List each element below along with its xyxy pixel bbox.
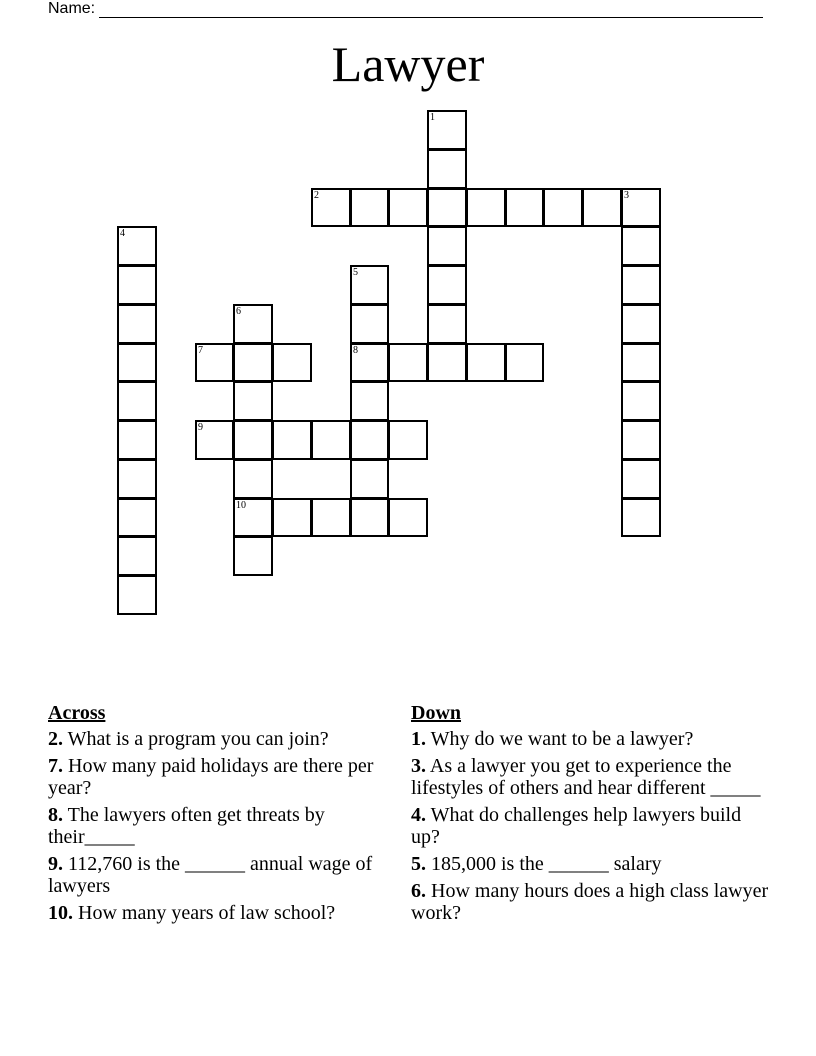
grid-cell[interactable] — [621, 498, 661, 537]
clue-down-4: 4. What do challenges help lawyers build up? — [411, 804, 742, 848]
grid-cell[interactable] — [117, 420, 157, 460]
grid-cell[interactable] — [621, 420, 661, 460]
clue-number: 10 — [236, 500, 246, 511]
grid-cell[interactable] — [195, 420, 234, 460]
across-heading: Across — [48, 702, 106, 724]
grid-cell[interactable] — [621, 226, 661, 266]
grid-cell[interactable] — [311, 498, 351, 537]
grid-cell[interactable] — [311, 188, 351, 227]
grid-cell[interactable] — [466, 343, 506, 382]
grid-cell[interactable] — [350, 498, 389, 537]
grid-cell[interactable] — [117, 265, 157, 305]
grid-cell[interactable] — [350, 343, 389, 382]
grid-cell[interactable] — [543, 188, 583, 227]
grid-cell[interactable] — [505, 343, 544, 382]
clue-across-9: 9. 112,760 is the ______ annual wage of lawyers — [48, 853, 373, 897]
grid-cell[interactable] — [350, 459, 389, 499]
grid-cell[interactable] — [350, 188, 389, 227]
grid-cell[interactable] — [350, 420, 389, 460]
grid-cell[interactable] — [233, 420, 273, 460]
grid-cell[interactable] — [427, 188, 467, 227]
clue-number: 4 — [120, 228, 125, 239]
clue-number: 3 — [624, 190, 629, 201]
grid-cell[interactable] — [505, 188, 544, 227]
grid-cell[interactable] — [621, 265, 661, 305]
clue-number: 1 — [430, 112, 435, 123]
grid-cell[interactable] — [233, 459, 273, 499]
clue-number: 9 — [198, 422, 203, 433]
grid-cell[interactable] — [621, 459, 661, 499]
grid-cell[interactable] — [621, 304, 661, 344]
clue-number: 2 — [314, 190, 319, 201]
clue-across-10: 10. How many years of law school? — [48, 902, 336, 924]
clue-across-8: 8. The lawyers often get threats by their_____ — [48, 804, 325, 848]
page-title: Lawyer — [331, 36, 485, 92]
grid-cell[interactable] — [466, 188, 506, 227]
grid-cell[interactable] — [233, 343, 273, 382]
grid-cell[interactable] — [621, 343, 661, 382]
down-heading: Down — [411, 702, 462, 724]
grid-cell[interactable] — [350, 265, 389, 305]
grid-cell[interactable] — [117, 226, 157, 266]
grid-cell[interactable] — [272, 498, 312, 537]
name-label: Name: — [48, 0, 96, 17]
grid-cell[interactable] — [117, 304, 157, 344]
clue-number: 5 — [353, 267, 358, 278]
grid-cell[interactable] — [117, 459, 157, 499]
clue-down-1: 1. Why do we want to be a lawyer? — [411, 728, 694, 750]
grid-cell[interactable] — [427, 304, 467, 344]
clue-across-2: 2. What is a program you can join? — [48, 728, 329, 750]
grid-cell[interactable] — [388, 343, 428, 382]
down-clues — [411, 702, 771, 929]
grid-cell[interactable] — [388, 188, 428, 227]
clue-down-5: 5. 185,000 is the ______ salary — [411, 853, 662, 875]
clue-down-6: 6. How many hours does a high class lawyer work? — [411, 880, 769, 924]
grid-cell[interactable] — [388, 498, 428, 537]
grid-cell[interactable] — [117, 343, 157, 382]
grid-cell[interactable] — [427, 343, 467, 382]
grid-cell[interactable] — [350, 381, 389, 421]
grid-cell[interactable] — [272, 343, 312, 382]
grid-cell[interactable] — [233, 304, 273, 344]
grid-cell[interactable] — [427, 149, 467, 189]
grid-cell[interactable] — [388, 420, 428, 460]
grid-cell[interactable] — [117, 498, 157, 537]
clue-number: 7 — [198, 345, 203, 356]
grid-cell[interactable] — [233, 381, 273, 421]
grid-cell[interactable] — [582, 188, 622, 227]
grid-cell[interactable] — [427, 265, 467, 305]
clue-down-3: 3. As a lawyer you get to experience the lifestyles of others and hear different _____ — [411, 755, 761, 799]
grid-cell[interactable] — [117, 575, 157, 615]
grid-cell[interactable] — [350, 304, 389, 344]
clue-number: 6 — [236, 306, 241, 317]
across-clues — [48, 702, 393, 929]
grid-cell[interactable] — [621, 188, 661, 227]
grid-cell[interactable] — [427, 226, 467, 266]
clue-across-7: 7. How many paid holidays are there per year? — [48, 755, 374, 799]
grid-cell[interactable] — [195, 343, 234, 382]
grid-cell[interactable] — [311, 420, 351, 460]
grid-cell[interactable] — [233, 536, 273, 576]
grid-cell[interactable] — [427, 110, 467, 150]
clue-number: 8 — [353, 345, 358, 356]
grid-cell[interactable] — [621, 381, 661, 421]
grid-cell[interactable] — [272, 420, 312, 460]
grid-cell[interactable] — [233, 498, 273, 537]
grid-cell[interactable] — [117, 536, 157, 576]
grid-cell[interactable] — [117, 381, 157, 421]
